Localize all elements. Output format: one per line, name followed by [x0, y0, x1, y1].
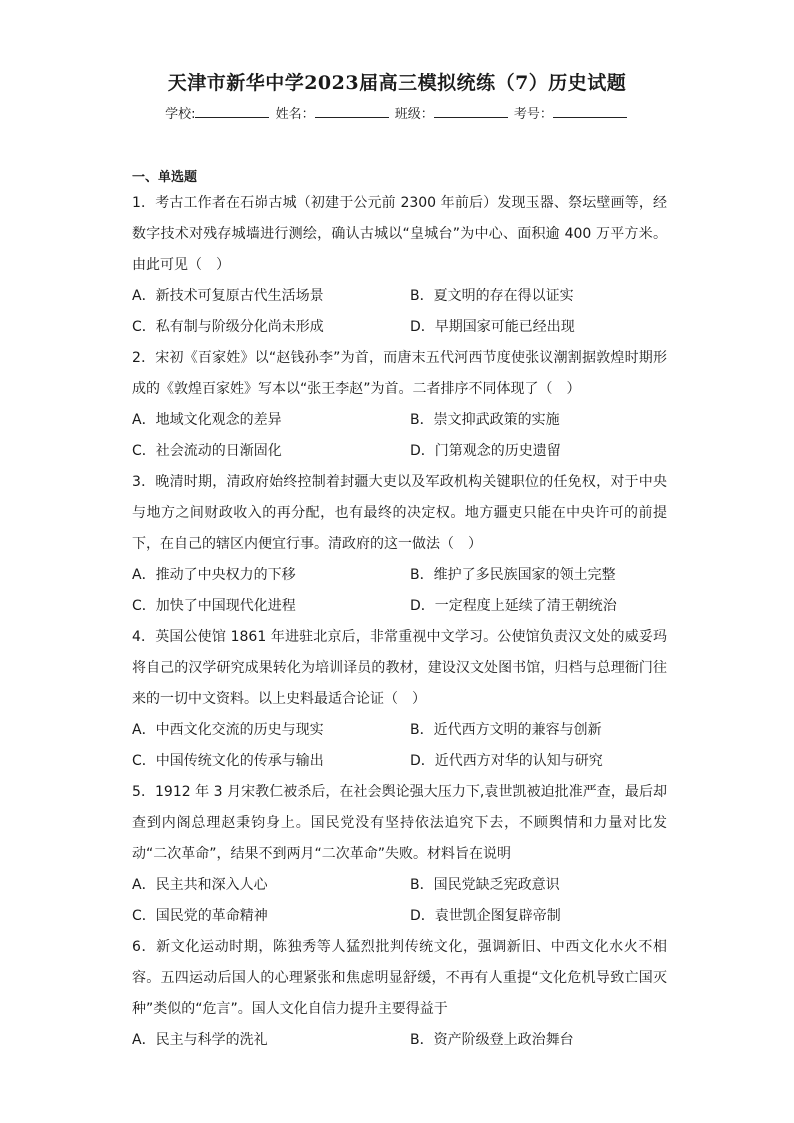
- exam-number-label: 考号：: [513, 107, 553, 122]
- option-c[interactable]: C．社会流动的日渐固化: [132, 443, 282, 459]
- question-text: 3．晚清时期，清政府始终控制着封疆大吏以及军政机构关键职位的任免权，对于中央与地方之间财政收入的再分配，也有最终的决定权。地方疆吏只能在中央许可的前提下，在自己的辖区内便宜行事。清政府的这一做法（ ）: [132, 474, 667, 552]
- option-a[interactable]: A．民主与科学的洗礼: [132, 1032, 268, 1048]
- school-label: 学校:: [165, 107, 196, 122]
- question-2: [132, 343, 667, 467]
- option-grid: [132, 405, 667, 467]
- option-b[interactable]: B．维护了多民族国家的领土完整: [410, 567, 616, 583]
- option-a[interactable]: A．地域文化观念的差异: [132, 412, 282, 428]
- question-1: [132, 188, 667, 343]
- question-text: 1．考古工作者在石峁古城（初建于公元前 2300 年前后）发现玉器、祭坛壁画等，经数字技术对残存城墙进行测绘，确认古城以“皇城台”为中心、面积逾 400 万平方米。由此可见（ ）: [132, 195, 667, 273]
- option-b[interactable]: B．近代西方文明的兼容与创新: [410, 722, 602, 738]
- option-d[interactable]: D．门第观念的历史遗留: [410, 443, 561, 459]
- school-field[interactable]: [195, 105, 269, 118]
- option-grid: [132, 870, 667, 932]
- name-label: 姓名：: [275, 107, 315, 122]
- option-d[interactable]: D．早期国家可能已经出现: [410, 319, 575, 335]
- option-c[interactable]: C．国民党的革命精神: [132, 908, 268, 924]
- question-text: 5．1912 年 3 月宋教仁被杀后，在社会舆论强大压力下,袁世凯被迫批准严查，最后却查到内阁总理赵秉钧身上。国民党没有坚持依法追究下去，不顾舆情和力量对比发动“二次革命”，结果不到两月“二次革命”失败。材料旨在说明: [132, 784, 667, 862]
- question-6: [132, 932, 667, 1056]
- question-text: 6．新文化运动时期，陈独秀等人猛烈批判传统文化，强调新旧、中西文化水火不相容。五四运动后国人的心理紧张和焦虑明显舒缓，不再有人重提“文化危机导致亡国灭种”类似的“危言”。国人文化自信力提升主要得益于: [132, 939, 667, 1017]
- option-a[interactable]: A．新技术可复原古代生活场景: [132, 288, 324, 304]
- option-a[interactable]: A．中西文化交流的历史与现实: [132, 722, 324, 738]
- question-4: [132, 622, 667, 777]
- option-b[interactable]: B．资产阶级登上政治舞台: [410, 1032, 574, 1048]
- question-text: 2．宋初《百家姓》以“赵钱孙李”为首，而唐末五代河西节度使张议潮割据敦煌时期形成的《敦煌百家姓》写本以“张王李赵”为首。二者排序不同体现了（ ）: [132, 350, 667, 397]
- exam-number-field[interactable]: [553, 105, 627, 118]
- option-c[interactable]: C．加快了中国现代化进程: [132, 598, 296, 614]
- question-3: [132, 467, 667, 622]
- option-b[interactable]: B．崇文抑武政策的实施: [410, 412, 560, 428]
- option-a[interactable]: A．推动了中央权力的下移: [132, 567, 296, 583]
- option-grid: [132, 560, 667, 622]
- class-field[interactable]: [434, 105, 508, 118]
- exam-title: 天津市新华中学2023届高三模拟统练（7）历史试题: [167, 72, 627, 94]
- class-label: 班级：: [394, 107, 434, 122]
- option-b[interactable]: B．国民党缺乏宪政意识: [410, 877, 560, 893]
- question-list: [132, 188, 667, 1056]
- option-d[interactable]: D．近代西方对华的认知与研究: [410, 753, 603, 769]
- option-d[interactable]: D．袁世凯企图复辟帝制: [410, 908, 561, 924]
- question-5: [132, 777, 667, 932]
- name-field[interactable]: [315, 105, 389, 118]
- option-grid: [132, 1025, 667, 1056]
- option-c[interactable]: C．中国传统文化的传承与输出: [132, 753, 324, 769]
- option-grid: [132, 281, 667, 343]
- option-c[interactable]: C．私有制与阶级分化尚未形成: [132, 319, 324, 335]
- option-grid: [132, 715, 667, 777]
- option-a[interactable]: A．民主共和深入人心: [132, 877, 268, 893]
- student-info-line: [0, 103, 794, 122]
- option-d[interactable]: D．一定程度上延续了清王朝统治: [410, 598, 617, 614]
- option-b[interactable]: B．夏文明的存在得以证实: [410, 288, 574, 304]
- question-text: 4．英国公使馆 1861 年进驻北京后，非常重视中文学习。公使馆负责汉文处的威妥玛将自己的汉学研究成果转化为培训译员的教材，建设汉文处图书馆，归档与总理衙门往来的一切中文资料。以上史料最适合论证（ ）: [132, 629, 667, 707]
- section-heading: 一、单选题: [132, 170, 198, 185]
